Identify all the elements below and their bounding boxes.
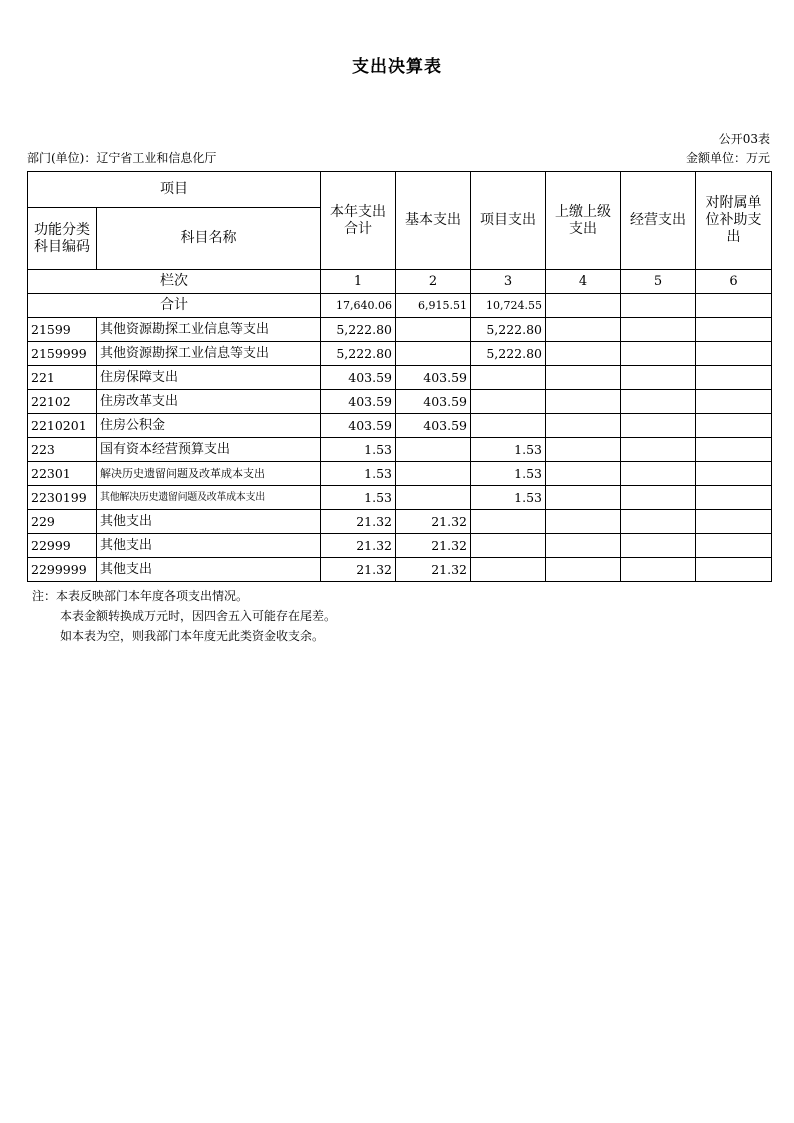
row-subsidy bbox=[696, 438, 772, 462]
row-basic: 403.59 bbox=[396, 390, 471, 414]
row-subsidy bbox=[696, 462, 772, 486]
page-title: 支出决算表 bbox=[352, 57, 442, 77]
row-project: 5,222.80 bbox=[471, 342, 546, 366]
row-total: 21.32 bbox=[321, 558, 396, 582]
row-operating bbox=[621, 342, 696, 366]
row-code: 2159999 bbox=[28, 342, 97, 366]
row-project bbox=[471, 510, 546, 534]
row-subsidy bbox=[696, 558, 772, 582]
row-total: 21.32 bbox=[321, 510, 396, 534]
row-upper bbox=[546, 486, 621, 510]
row-total: 5,222.80 bbox=[321, 318, 396, 342]
row-code: 22301 bbox=[28, 462, 97, 486]
row-basic: 21.32 bbox=[396, 558, 471, 582]
row-upper bbox=[546, 342, 621, 366]
row-code: 22102 bbox=[28, 390, 97, 414]
row-subsidy bbox=[696, 390, 772, 414]
table-notes bbox=[32, 586, 336, 646]
table-row bbox=[28, 462, 772, 486]
row-total: 1.53 bbox=[321, 438, 396, 462]
department-label: 部门(单位)：辽宁省工业和信息化厅 bbox=[27, 151, 217, 165]
row-subsidy bbox=[696, 414, 772, 438]
row-subsidy bbox=[696, 486, 772, 510]
table-row bbox=[28, 318, 772, 342]
header-project-exp: 项目支出 bbox=[471, 172, 546, 270]
row-total: 403.59 bbox=[321, 414, 396, 438]
row-name: 其他支出 bbox=[97, 558, 321, 582]
row-operating bbox=[621, 438, 696, 462]
row-code: 2210201 bbox=[28, 414, 97, 438]
row-upper bbox=[546, 558, 621, 582]
row-project bbox=[471, 390, 546, 414]
row-total: 1.53 bbox=[321, 486, 396, 510]
row-upper bbox=[546, 438, 621, 462]
col-num: 1 bbox=[321, 270, 396, 294]
expenditure-table bbox=[27, 171, 772, 582]
row-project: 1.53 bbox=[471, 486, 546, 510]
row-project bbox=[471, 414, 546, 438]
row-total: 403.59 bbox=[321, 366, 396, 390]
form-number: 公开03表 bbox=[718, 132, 770, 146]
row-basic: 21.32 bbox=[396, 510, 471, 534]
row-project bbox=[471, 534, 546, 558]
note-line: 如本表为空，则我部门本年度无此类资金收支余。 bbox=[60, 629, 325, 643]
table-row bbox=[28, 534, 772, 558]
header-basic: 基本支出 bbox=[396, 172, 471, 270]
row-name: 其他资源勘探工业信息等支出 bbox=[97, 318, 321, 342]
col-num: 3 bbox=[471, 270, 546, 294]
row-project bbox=[471, 558, 546, 582]
summary-row bbox=[28, 294, 772, 318]
table-row bbox=[28, 390, 772, 414]
col-num: 2 bbox=[396, 270, 471, 294]
table-row bbox=[28, 342, 772, 366]
row-subsidy bbox=[696, 366, 772, 390]
row-code: 229 bbox=[28, 510, 97, 534]
row-operating bbox=[621, 462, 696, 486]
row-operating bbox=[621, 510, 696, 534]
table-row bbox=[28, 558, 772, 582]
row-basic: 403.59 bbox=[396, 366, 471, 390]
header-subject-name: 科目名称 bbox=[97, 208, 321, 270]
table-row bbox=[28, 366, 772, 390]
table-row bbox=[28, 510, 772, 534]
header-total: 本年支出合计 bbox=[321, 172, 396, 270]
row-operating bbox=[621, 318, 696, 342]
row-name: 其他解决历史遗留问题及改革成本支出 bbox=[97, 486, 321, 510]
row-project: 1.53 bbox=[471, 438, 546, 462]
header-func-code: 功能分类科目编码 bbox=[28, 208, 97, 270]
row-project: 5,222.80 bbox=[471, 318, 546, 342]
row-name: 解决历史遗留问题及改革成本支出 bbox=[97, 462, 321, 486]
unit-label: 金额单位：万元 bbox=[685, 151, 770, 165]
row-basic: 21.32 bbox=[396, 534, 471, 558]
row-code: 22999 bbox=[28, 534, 97, 558]
summary-total: 17,640.06 bbox=[321, 294, 396, 318]
row-upper bbox=[546, 414, 621, 438]
row-total: 403.59 bbox=[321, 390, 396, 414]
summary-project: 10,724.55 bbox=[471, 294, 546, 318]
row-subsidy bbox=[696, 510, 772, 534]
row-basic: 403.59 bbox=[396, 414, 471, 438]
table-row bbox=[28, 414, 772, 438]
header-operating: 经营支出 bbox=[621, 172, 696, 270]
table-row bbox=[28, 438, 772, 462]
summary-operating bbox=[621, 294, 696, 318]
row-operating bbox=[621, 534, 696, 558]
summary-basic: 6,915.51 bbox=[396, 294, 471, 318]
row-upper bbox=[546, 318, 621, 342]
summary-upper bbox=[546, 294, 621, 318]
row-code: 2230199 bbox=[28, 486, 97, 510]
row-total: 1.53 bbox=[321, 462, 396, 486]
row-subsidy bbox=[696, 318, 772, 342]
col-num: 5 bbox=[621, 270, 696, 294]
row-upper bbox=[546, 366, 621, 390]
note-line: 本表金额转换成万元时，因四舍五入可能存在尾差。 bbox=[60, 609, 337, 623]
row-subsidy bbox=[696, 342, 772, 366]
row-operating bbox=[621, 390, 696, 414]
row-code: 21599 bbox=[28, 318, 97, 342]
row-name: 其他资源勘探工业信息等支出 bbox=[97, 342, 321, 366]
row-basic bbox=[396, 462, 471, 486]
column-order-label: 栏次 bbox=[28, 270, 321, 294]
row-subsidy bbox=[696, 534, 772, 558]
row-upper bbox=[546, 510, 621, 534]
header-upper: 上缴上级支出 bbox=[546, 172, 621, 270]
row-total: 5,222.80 bbox=[321, 342, 396, 366]
row-name: 住房改革支出 bbox=[97, 390, 321, 414]
table-row bbox=[28, 486, 772, 510]
row-basic bbox=[396, 438, 471, 462]
row-operating bbox=[621, 486, 696, 510]
row-code: 221 bbox=[28, 366, 97, 390]
row-operating bbox=[621, 366, 696, 390]
col-num: 6 bbox=[696, 270, 772, 294]
row-project: 1.53 bbox=[471, 462, 546, 486]
row-total: 21.32 bbox=[321, 534, 396, 558]
row-upper bbox=[546, 462, 621, 486]
row-name: 住房公积金 bbox=[97, 414, 321, 438]
row-code: 223 bbox=[28, 438, 97, 462]
row-basic bbox=[396, 318, 471, 342]
summary-label: 合计 bbox=[28, 294, 321, 318]
row-project bbox=[471, 366, 546, 390]
column-order-row bbox=[28, 270, 772, 294]
summary-subsidy bbox=[696, 294, 772, 318]
row-name: 住房保障支出 bbox=[97, 366, 321, 390]
row-code: 2299999 bbox=[28, 558, 97, 582]
row-basic bbox=[396, 486, 471, 510]
note-line: 注：本表反映部门本年度各项支出情况。 bbox=[32, 589, 249, 603]
header-project: 项目 bbox=[28, 172, 321, 208]
row-operating bbox=[621, 414, 696, 438]
col-num: 4 bbox=[546, 270, 621, 294]
row-operating bbox=[621, 558, 696, 582]
row-name: 其他支出 bbox=[97, 534, 321, 558]
row-name: 其他支出 bbox=[97, 510, 321, 534]
row-name: 国有资本经营预算支出 bbox=[97, 438, 321, 462]
row-upper bbox=[546, 534, 621, 558]
row-upper bbox=[546, 390, 621, 414]
header-subsidy: 对附属单位补助支出 bbox=[696, 172, 772, 270]
row-basic bbox=[396, 342, 471, 366]
